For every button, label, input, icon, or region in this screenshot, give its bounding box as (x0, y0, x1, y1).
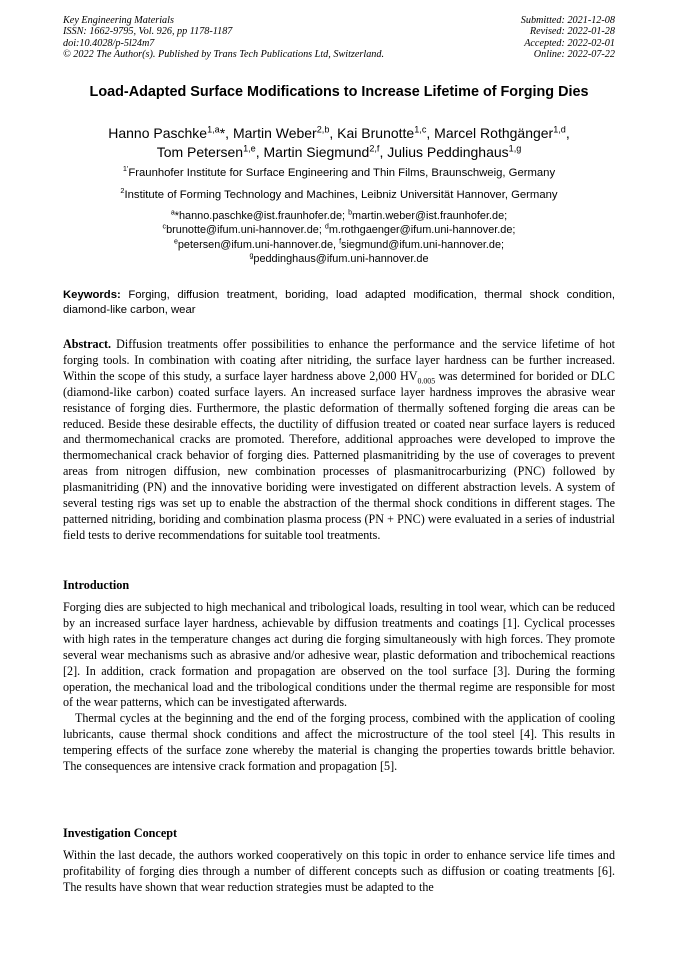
email-address[interactable]: siegmund@ifum.uni-hannover.de; (341, 238, 505, 251)
author (233, 125, 337, 141)
author (387, 144, 521, 160)
author-separator: , (379, 143, 388, 160)
investigation-concept-body (63, 848, 615, 896)
email-mark: d (324, 222, 329, 231)
author-separator: , (565, 125, 570, 141)
keywords-label: Keywords: (63, 289, 121, 301)
affiliation-mark: 1' (122, 164, 129, 174)
journal-info (63, 15, 384, 61)
introduction-body (63, 600, 615, 775)
author (264, 144, 388, 160)
author-emails (63, 209, 615, 266)
email-mark: e (173, 236, 178, 245)
affiliation-text: Institute of Forming Technology and Machines, Leibniz Universität Hannover, Germany (124, 189, 558, 201)
email-mark: g (249, 251, 254, 260)
email-mark: c (162, 222, 167, 231)
investigation-concept-paragraph-1: Within the last decade, the authors worked cooperatively on this topic in order to enhance service life times and profitability of forging dies through a number of different concepts such as diffusion or coating treatments [6]. The results have shown that wear reduction strategies must be adapted to the (63, 848, 615, 894)
online-date: Online: 2022-07-22 (533, 49, 615, 61)
author-affiliation-mark: 2,b (316, 124, 330, 135)
author (108, 125, 233, 141)
email-address[interactable]: brunotte@ifum.uni-hannover.de; (166, 224, 325, 237)
author-affiliation-mark: 1,a (207, 124, 220, 135)
author-affiliation-mark: 1,e (243, 142, 256, 153)
keywords-text: Forging, diffusion treatment, boriding, load adapted modification, thermal shock condition, diamond-like carbon, wear (63, 289, 615, 316)
journal-issn: ISSN: 1662-9795, Vol. 926, pp 1178-1187 (63, 26, 233, 38)
author (157, 144, 264, 160)
email-line (63, 209, 615, 223)
email-address[interactable]: *hanno.paschke@ist.fraunhofer.de; (174, 210, 349, 222)
author-name: Marcel Rothgänger (434, 125, 554, 141)
author (434, 125, 570, 141)
author-name: Martin Weber (232, 125, 317, 141)
author (337, 125, 434, 141)
affiliation-1 (63, 166, 615, 180)
author-affiliation-mark: 1,c (414, 124, 427, 135)
author-separator: , (225, 125, 233, 141)
accepted-date: Accepted: 2022-02-01 (524, 37, 615, 49)
author-affiliation-mark: 1,d (553, 124, 566, 135)
abstract (63, 337, 615, 544)
affiliation-mark: 2 (120, 186, 125, 196)
introduction-heading: Introduction (63, 578, 130, 592)
corresponding-mark: * (219, 125, 226, 141)
paper-title: Load-Adapted Surface Modifications to Increase Lifetime of Forging Dies (89, 84, 589, 100)
investigation-concept-heading: Investigation Concept (63, 826, 178, 840)
author-name: Julius Peddinghaus (387, 143, 509, 160)
publication-dates (521, 15, 615, 61)
author-name: Hanno Paschke (108, 125, 208, 141)
copyright-notice: © 2022 The Author(s). Published by Trans Tech Publications Ltd, Switzerland. (63, 49, 385, 61)
email-address[interactable]: martin.weber@ist.fraunhofer.de; (352, 210, 508, 222)
author-separator: , (329, 125, 338, 141)
abstract-text-continued: was determined for borided or DLC (diamond-like carbon) coated surface layers. An increased surface layer hardness improves the abrasive wear resistance of forging dies. Furthermore, the plastic deformation of thermally softened forging die areas can be reduced. Beside these desirable effects, the ductility of diffusion treated or coated near surface layers is reduced and thermomechanical cracks are promoted. Therefore, additional approaches were developed to improve the thermomechanical crack behavior of forging dies. Patterned plasmanitriding by the use of coverages to prevent areas from nitrogen diffusion, new combination processes of plasmanitrocarburizing (PNC) followed by plasmanitriding (PN) and the innovative boriding were investigated on different abstraction levels. A system of several testing rigs was set up to enable the abstraction of the thermal shock conditions in different stages. The patterned nitriding, boriding and combination plasma process (PN + PNC) were evaluated in a series of industrial field tests to derive recommendations for suitable tool treatments. (63, 368, 615, 542)
author-affiliation-mark: 1,g (508, 142, 522, 153)
journal-name: Key Engineering Materials (63, 15, 174, 26)
email-address[interactable]: petersen@ifum.uni-hannover.de, (177, 238, 340, 251)
journal-doi: doi:10.4028/p-5l24m7 (63, 37, 155, 49)
email-line (63, 238, 615, 252)
hardness-subscript: 0.005 (417, 376, 436, 386)
email-mark: a (170, 208, 175, 217)
author-affiliation-mark: 2,f (369, 142, 380, 153)
affiliation-text: Fraunhofer Institute for Surface Engineering and Thin Films, Braunschweig, Germany (128, 167, 556, 179)
author-name: Tom Petersen (156, 143, 244, 160)
author-separator: , (426, 125, 435, 141)
keywords (63, 288, 615, 317)
author-name: Martin Siegmund (263, 143, 370, 160)
author-name: Kai Brunotte (337, 125, 415, 141)
email-line (63, 252, 615, 266)
author-separator: , (255, 143, 264, 160)
abstract-text: Diffusion treatments offer possibilities to enhance the performance and the service lifetime of hot forging tools. In combination with coating after nitriding, the surface layer hardness can be further increased. Within the scope of this study, a surface layer hardness above 2,000 HV (63, 337, 615, 383)
introduction-paragraph-2: Thermal cycles at the beginning and the end of the forging process, combined with the application of cooling lubricants, cause thermal shock conditions and affect the microstructure of the tool steel [4]. This results in tempering effects of the surface zone whereby the material is changing the properties towards brittle behavior. The consequences are intensive crack formation and propagation [5]. (63, 711, 615, 774)
email-address[interactable]: peddinghaus@ifum.uni-hannover.de (253, 252, 429, 265)
author-list (63, 124, 615, 161)
abstract-label: Abstract. (63, 337, 112, 351)
affiliation-2 (63, 188, 615, 202)
email-mark: f (339, 236, 342, 245)
revised-date: Revised: 2022-01-28 (529, 26, 615, 38)
email-line (63, 223, 615, 237)
submitted-date: Submitted: 2021-12-08 (520, 15, 615, 26)
email-mark: b (348, 208, 353, 217)
introduction-paragraph-1: Forging dies are subjected to high mechanical and tribological loads, resulting in tool wear, which can be reduced by an increased surface layer hardness, achievable by diffusion treatments and coatings [1]. Cyclical processes with high rates in the temperature changes act during die forging simultaneously with high forces. They promote several wear mechanisms such as abrasive and/or adhesive wear, plastic deformation and tribochemical reactions [2]. In addition, crack formation and propagation are observed on the tool surface [3]. During the forming operation, the mechanical load and the tribological conditions under the thermal regime are responsible for most of the wear patterns, which can be investigated afterwards. (63, 600, 615, 710)
email-address[interactable]: m.rothgaenger@ifum.uni-hannover.de; (328, 224, 516, 237)
